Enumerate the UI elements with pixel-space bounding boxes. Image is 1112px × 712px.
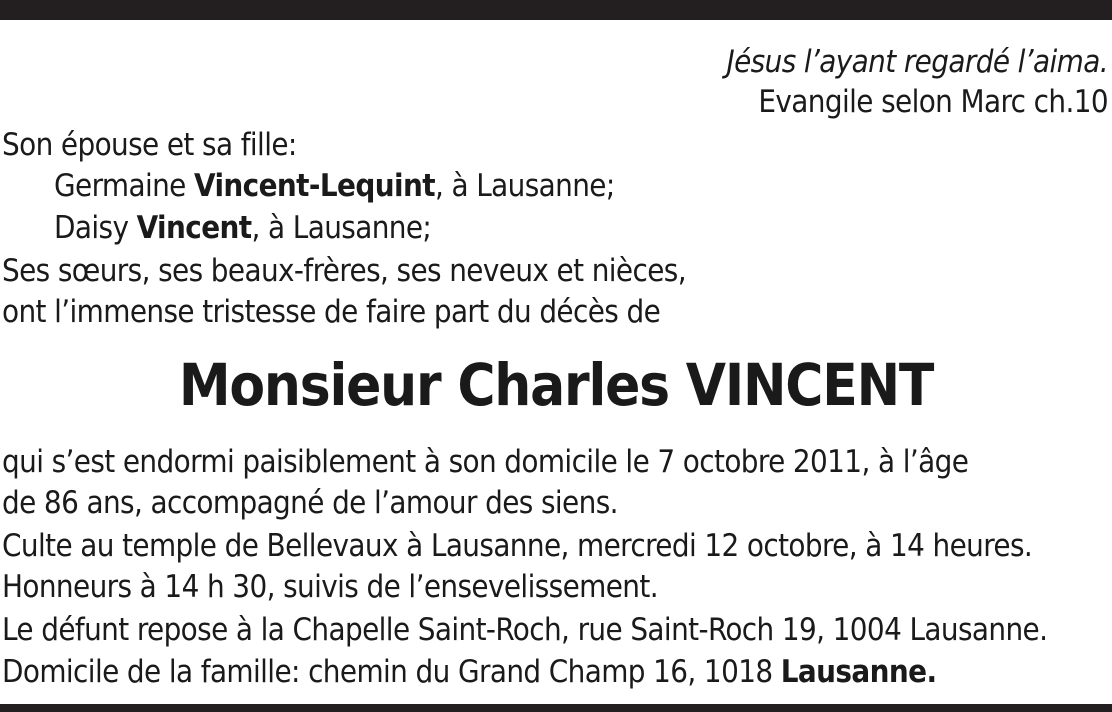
member-last-name: Vincent-Lequint bbox=[194, 168, 435, 204]
service-info: Culte au temple de Bellevaux à Lausanne, mercredi 12 octobre, à 14 heures. bbox=[2, 528, 1033, 564]
details-line-1: qui s’est endormi paisiblement à son domicile le 7 octobre 2011, à l’âge bbox=[2, 444, 969, 480]
bottom-rule bbox=[0, 704, 1112, 712]
member-place: , à Lausanne; bbox=[434, 168, 615, 204]
family-member bbox=[54, 168, 615, 204]
family-member bbox=[54, 210, 431, 246]
member-first-name: Daisy bbox=[54, 210, 137, 246]
family-address bbox=[2, 654, 936, 690]
member-place: , à Lausanne; bbox=[251, 210, 432, 246]
details-line-2: de 86 ans, accompagné de l’amour des siens. bbox=[2, 485, 618, 521]
bible-quote-source: Evangile selon Marc ch.10 bbox=[758, 84, 1108, 120]
rest-location: Le défunt repose à la Chapelle Saint-Roch, rue Saint-Roch 19, 1004 Lausanne. bbox=[2, 612, 1048, 648]
family-others: Ses sœurs, ses beaux-frères, ses neveux et nièces, bbox=[2, 253, 686, 289]
member-last-name: Vincent bbox=[136, 210, 252, 246]
address-prefix: Domicile de la famille: chemin du Grand Champ 16, 1018 bbox=[2, 654, 781, 690]
bible-quote: Jésus l’ayant regardé l’aima. bbox=[726, 44, 1108, 80]
address-city: Lausanne. bbox=[780, 654, 937, 690]
announcement-line: ont l’immense tristesse de faire part du décès de bbox=[2, 294, 661, 330]
member-first-name: Germaine bbox=[54, 168, 195, 204]
deceased-name: Monsieur Charles VINCENT bbox=[178, 351, 934, 419]
honours-info: Honneurs à 14 h 30, suivis de l’ensevelissement. bbox=[2, 569, 658, 605]
top-rule bbox=[0, 0, 1112, 20]
family-intro: Son épouse et sa fille: bbox=[2, 127, 297, 163]
